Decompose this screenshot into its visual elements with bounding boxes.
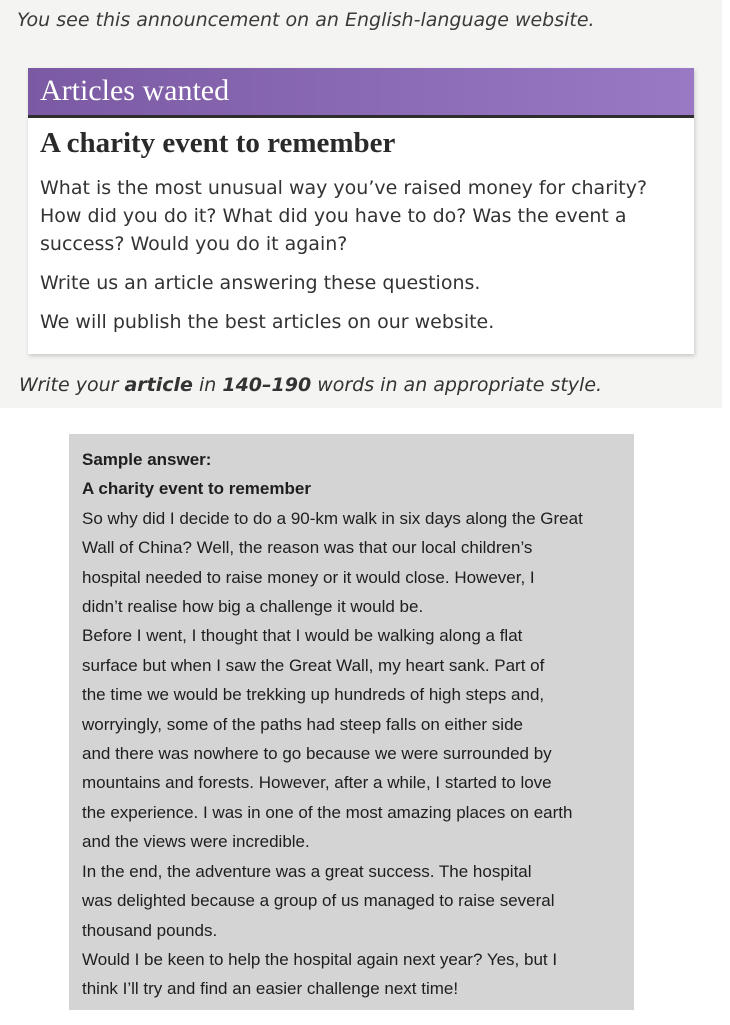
announcement-heading: A charity event to remember <box>40 127 396 159</box>
sample-label: Sample answer: <box>82 450 212 469</box>
task-instruction <box>19 374 602 396</box>
sample-text-line: was delighted because a group of us managed to raise several <box>82 891 555 911</box>
sample-text-line: So why did I decide to do a 90-km walk in six days along the Great <box>82 508 583 528</box>
intro-instruction: You see this announcement on an English-language website. <box>17 9 595 31</box>
announcement-banner <box>28 68 694 118</box>
sample-text-line: Before I went, I thought that I would be walking along a flat <box>82 626 523 646</box>
sample-body <box>82 504 634 1004</box>
word-count: 140–190 <box>222 374 312 396</box>
sample-text-line: the time we would be trekking up hundreds of high steps and, <box>82 685 545 705</box>
banner-title: Articles wanted <box>40 74 230 107</box>
sample-title: A charity event to remember <box>82 479 311 499</box>
announcement-card <box>28 68 694 354</box>
sample-text-line: the experience. I was in one of the most amazing places on earth <box>82 802 573 822</box>
sample-text-line: didn’t realise how big a challenge it would be. <box>82 597 424 617</box>
sample-text-line: Wall of China? Well, the reason was that our local children’s <box>82 538 533 558</box>
sample-text-line: worryingly, some of the paths had steep falls on either side <box>82 714 523 734</box>
task-text: words in an appropriate style. <box>311 374 603 396</box>
sample-text-line: and the views were incredible. <box>82 832 310 852</box>
task-text: in <box>192 374 223 396</box>
sample-text-line: think I’ll try and find an easier challenge next time! <box>82 979 459 999</box>
sample-answer-box <box>69 434 634 1010</box>
task-text: Write your <box>19 374 125 396</box>
sample-text-line: hospital needed to raise money or it would close. However, I <box>82 567 535 587</box>
announcement-paragraph: Write us an article answering these questions. <box>40 271 481 294</box>
sample-text-line: mountains and forests. However, after a while, I started to love <box>82 773 552 793</box>
task-keyword: article <box>124 374 193 396</box>
exam-task-panel <box>0 0 722 408</box>
sample-text-line: thousand pounds. <box>82 920 218 940</box>
announcement-paragraph: We will publish the best articles on our website. <box>40 310 495 333</box>
sample-text-line: In the end, the adventure was a great success. The hospital <box>82 861 532 881</box>
announcement-paragraph: What is the most unusual way you’ve raised money for charity? How did you do it? What did you have to do? Was the event a success? Would you do it again? <box>40 176 648 255</box>
sample-text-line: and there was nowhere to go because we were surrounded by <box>82 744 552 764</box>
sample-text-line: surface but when I saw the Great Wall, my heart sank. Part of <box>82 655 545 675</box>
sample-text-line: Would I be keen to help the hospital again next year? Yes, but I <box>82 949 558 969</box>
